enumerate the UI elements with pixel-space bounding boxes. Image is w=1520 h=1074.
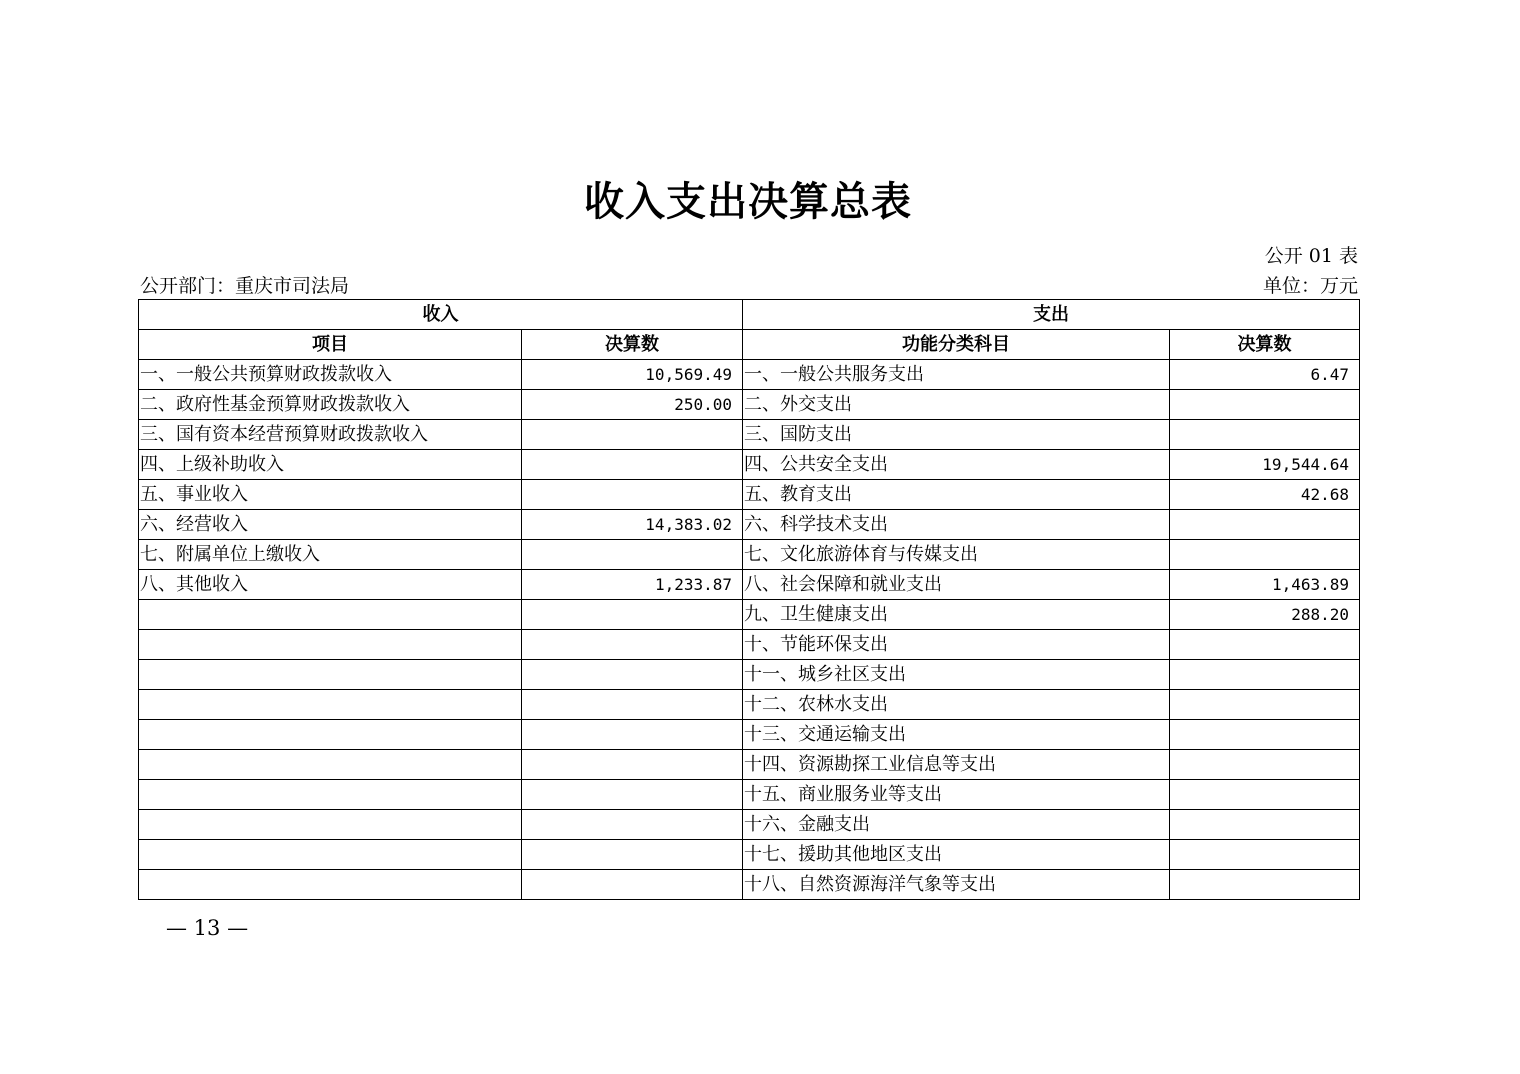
expense-amount-cell xyxy=(1170,720,1360,750)
expense-amount-cell xyxy=(1170,510,1360,540)
income-item-cell xyxy=(139,780,522,810)
table-row xyxy=(139,630,1360,660)
expense-amount-cell xyxy=(1170,750,1360,780)
table-row xyxy=(139,750,1360,780)
expense-amount-cell xyxy=(1170,390,1360,420)
income-item-cell xyxy=(139,840,522,870)
expense-amount-cell: 1,463.89 xyxy=(1170,570,1360,600)
expense-amount-cell xyxy=(1170,840,1360,870)
income-amount-cell xyxy=(522,630,743,660)
income-amount-cell xyxy=(522,870,743,900)
income-item-cell: 五、事业收入 xyxy=(139,480,522,510)
table-row xyxy=(139,810,1360,840)
form-number: 公开 01 表 xyxy=(1264,245,1358,267)
income-amount-cell: 10,569.49 xyxy=(522,360,743,390)
budget-summary-table xyxy=(138,299,1360,900)
income-amount-cell xyxy=(522,480,743,510)
expense-item-cell: 八、社会保障和就业支出 xyxy=(743,570,1170,600)
income-item-cell xyxy=(139,720,522,750)
expense-item-cell: 三、国防支出 xyxy=(743,420,1170,450)
income-item-cell xyxy=(139,630,522,660)
expense-item-cell: 十八、自然资源海洋气象等支出 xyxy=(743,870,1170,900)
column-header-row xyxy=(139,330,1360,360)
income-item-cell: 七、附属单位上缴收入 xyxy=(139,540,522,570)
expense-item-cell: 十、节能环保支出 xyxy=(743,630,1170,660)
expense-amount-cell xyxy=(1170,630,1360,660)
income-item-cell: 六、经营收入 xyxy=(139,510,522,540)
table-row xyxy=(139,600,1360,630)
table-row xyxy=(139,420,1360,450)
column-header-item: 项目 xyxy=(139,330,522,360)
table-row xyxy=(139,540,1360,570)
income-amount-cell xyxy=(522,600,743,630)
department-label: 公开部门：重庆市司法局 xyxy=(140,275,350,297)
page-title: 收入支出决算总表 xyxy=(584,178,912,225)
income-item-cell: 四、上级补助收入 xyxy=(139,450,522,480)
expense-amount-cell xyxy=(1170,870,1360,900)
unit-label: 单位：万元 xyxy=(1262,275,1358,297)
income-amount-cell xyxy=(522,810,743,840)
page-number: — 13 — xyxy=(166,916,249,940)
expense-amount-cell: 19,544.64 xyxy=(1170,450,1360,480)
income-amount-cell: 1,233.87 xyxy=(522,570,743,600)
income-amount-cell xyxy=(522,450,743,480)
table-row xyxy=(139,690,1360,720)
income-amount-cell xyxy=(522,420,743,450)
income-amount-cell xyxy=(522,540,743,570)
expense-item-cell: 十四、资源勘探工业信息等支出 xyxy=(743,750,1170,780)
income-item-cell xyxy=(139,870,522,900)
expense-item-cell: 一、一般公共服务支出 xyxy=(743,360,1170,390)
expense-item-cell: 五、教育支出 xyxy=(743,480,1170,510)
table-row xyxy=(139,450,1360,480)
income-amount-cell xyxy=(522,840,743,870)
income-item-cell: 一、一般公共预算财政拨款收入 xyxy=(139,360,522,390)
expense-amount-cell xyxy=(1170,660,1360,690)
expense-amount-cell: 288.20 xyxy=(1170,600,1360,630)
expense-item-cell: 十七、援助其他地区支出 xyxy=(743,840,1170,870)
expense-item-cell: 九、卫生健康支出 xyxy=(743,600,1170,630)
section-header-row xyxy=(139,300,1360,330)
table-body xyxy=(139,360,1360,900)
table-row xyxy=(139,870,1360,900)
table-row xyxy=(139,840,1360,870)
expense-amount-cell xyxy=(1170,780,1360,810)
column-header-income-amount: 决算数 xyxy=(522,330,743,360)
income-item-cell xyxy=(139,810,522,840)
income-amount-cell xyxy=(522,780,743,810)
income-amount-cell xyxy=(522,690,743,720)
expense-amount-cell xyxy=(1170,810,1360,840)
table-row xyxy=(139,480,1360,510)
income-item-cell xyxy=(139,750,522,780)
expense-item-cell: 十二、农林水支出 xyxy=(743,690,1170,720)
table-row xyxy=(139,780,1360,810)
income-amount-cell xyxy=(522,660,743,690)
table-row xyxy=(139,660,1360,690)
expense-item-cell: 四、公共安全支出 xyxy=(743,450,1170,480)
income-amount-cell: 14,383.02 xyxy=(522,510,743,540)
table-row xyxy=(139,510,1360,540)
income-item-cell: 八、其他收入 xyxy=(139,570,522,600)
table-row xyxy=(139,720,1360,750)
expense-item-cell: 十六、金融支出 xyxy=(743,810,1170,840)
table-row xyxy=(139,390,1360,420)
expense-amount-cell xyxy=(1170,420,1360,450)
expense-amount-cell xyxy=(1170,540,1360,570)
expense-item-cell: 十一、城乡社区支出 xyxy=(743,660,1170,690)
expense-section-header: 支出 xyxy=(743,300,1360,330)
income-item-cell: 二、政府性基金预算财政拨款收入 xyxy=(139,390,522,420)
column-header-function: 功能分类科目 xyxy=(743,330,1170,360)
income-item-cell: 三、国有资本经营预算财政拨款收入 xyxy=(139,420,522,450)
table-row xyxy=(139,570,1360,600)
income-amount-cell xyxy=(522,750,743,780)
column-header-expense-amount: 决算数 xyxy=(1170,330,1360,360)
expense-amount-cell: 42.68 xyxy=(1170,480,1360,510)
income-section-header: 收入 xyxy=(139,300,743,330)
expense-item-cell: 十三、交通运输支出 xyxy=(743,720,1170,750)
expense-item-cell: 六、科学技术支出 xyxy=(743,510,1170,540)
income-item-cell xyxy=(139,600,522,630)
income-amount-cell: 250.00 xyxy=(522,390,743,420)
expense-item-cell: 七、文化旅游体育与传媒支出 xyxy=(743,540,1170,570)
expense-item-cell: 十五、商业服务业等支出 xyxy=(743,780,1170,810)
expense-amount-cell xyxy=(1170,690,1360,720)
expense-amount-cell: 6.47 xyxy=(1170,360,1360,390)
table-row xyxy=(139,360,1360,390)
income-item-cell xyxy=(139,690,522,720)
income-amount-cell xyxy=(522,720,743,750)
income-item-cell xyxy=(139,660,522,690)
expense-item-cell: 二、外交支出 xyxy=(743,390,1170,420)
